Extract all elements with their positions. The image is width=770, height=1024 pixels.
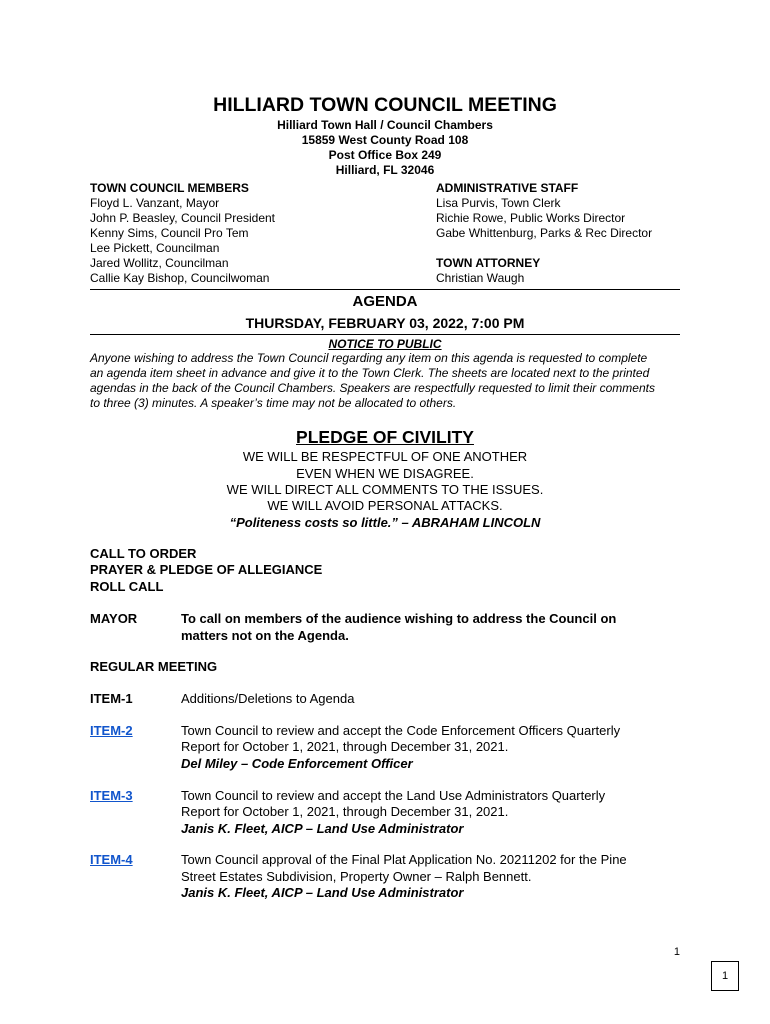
staff-member: Gabe Whittenburg, Parks & Rec Director	[436, 226, 653, 240]
item-description: Report for October 1, 2021, through December 31, 2021.	[181, 739, 509, 754]
item-presenter: Del Miley – Code Enforcement Officer	[181, 756, 413, 771]
agenda-title: AGENDA	[352, 293, 418, 310]
notice-line: agendas in the back of the Council Chambers. Speakers are respectfully requested to limit their comments	[90, 381, 655, 395]
address-line: Hilliard Town Hall / Council Chambers	[277, 118, 493, 132]
mayor-text: matters not on the Agenda.	[181, 628, 349, 643]
council-member: Jared Wollitz, Councilman	[90, 256, 229, 270]
address-line: Hilliard, FL 32046	[335, 163, 435, 177]
civility-line: WE WILL BE RESPECTFUL OF ONE ANOTHER	[242, 449, 528, 464]
civility-heading: PLEDGE OF CIVILITY	[296, 427, 474, 447]
agenda-date: THURSDAY, FEBRUARY 03, 2022, 7:00 PM	[245, 315, 525, 331]
council-member: John P. Beasley, Council President	[90, 211, 275, 225]
opening-item: PRAYER & PLEDGE OF ALLEGIANCE	[90, 562, 323, 577]
item-link[interactable]: ITEM-4	[90, 852, 133, 867]
council-member: Floyd L. Vanzant, Mayor	[90, 196, 220, 210]
item-link[interactable]: ITEM-3	[90, 788, 133, 803]
staff-member: Richie Rowe, Public Works Director	[436, 211, 626, 225]
item-description: Street Estates Subdivision, Property Owner – Ralph Bennett.	[181, 869, 532, 884]
mayor-text: To call on members of the audience wishing to address the Council on	[181, 611, 617, 626]
attorney-name: Christian Waugh	[436, 271, 525, 285]
notice-line: to three (3) minutes. A speaker’s time may not be allocated to others.	[90, 396, 457, 410]
opening-item: CALL TO ORDER	[90, 546, 197, 561]
item-presenter: Janis K. Fleet, AICP – Land Use Administrator	[181, 885, 464, 900]
council-member: Lee Pickett, Councilman	[90, 241, 220, 255]
page-number: 1	[673, 946, 680, 958]
item-presenter: Janis K. Fleet, AICP – Land Use Administrator	[181, 821, 464, 836]
divider	[90, 289, 680, 290]
staff-member: Lisa Purvis, Town Clerk	[436, 196, 561, 210]
council-member: Kenny Sims, Council Pro Tem	[90, 226, 249, 240]
divider	[90, 334, 680, 335]
item-description: Additions/Deletions to Agenda	[181, 691, 355, 706]
address-line: 15859 West County Road 108	[301, 133, 469, 147]
staff-heading: ADMINISTRATIVE STAFF	[436, 181, 579, 195]
civility-line: WE WILL DIRECT ALL COMMENTS TO THE ISSUES.	[226, 482, 544, 497]
council-member: Callie Kay Bishop, Councilwoman	[90, 271, 270, 285]
item-description: Report for October 1, 2021, through December 31, 2021.	[181, 804, 509, 819]
item-description: Town Council approval of the Final Plat Application No. 20211202 for the Pine	[181, 852, 627, 867]
item-label: ITEM-1	[90, 691, 133, 706]
address-line: Post Office Box 249	[328, 148, 442, 162]
notice-line: an agenda item sheet in advance and give it to the Town Clerk. The sheets are located next to the printed	[90, 366, 650, 380]
notice-heading: NOTICE TO PUBLIC	[328, 337, 442, 351]
civility-line: WE WILL AVOID PERSONAL ATTACKS.	[267, 498, 503, 513]
mayor-label: MAYOR	[90, 611, 138, 626]
civility-quote: “Politeness costs so little.” – ABRAHAM LINCOLN	[229, 515, 541, 530]
item-description: Town Council to review and accept the Land Use Administrators Quarterly	[181, 788, 606, 803]
notice-line: Anyone wishing to address the Town Council regarding any item on this agenda is requested to complete	[90, 351, 648, 365]
attorney-heading: TOWN ATTORNEY	[436, 256, 541, 270]
regular-meeting-heading: REGULAR MEETING	[90, 659, 218, 674]
meeting-title: HILLIARD TOWN COUNCIL MEETING	[213, 94, 557, 116]
page-indicator[interactable]: 1	[711, 961, 739, 991]
item-link[interactable]: ITEM-2	[90, 723, 133, 738]
item-description: Town Council to review and accept the Code Enforcement Officers Quarterly	[181, 723, 621, 738]
council-heading: TOWN COUNCIL MEMBERS	[90, 181, 249, 195]
civility-line: EVEN WHEN WE DISAGREE.	[296, 466, 474, 481]
opening-item: ROLL CALL	[90, 579, 164, 594]
